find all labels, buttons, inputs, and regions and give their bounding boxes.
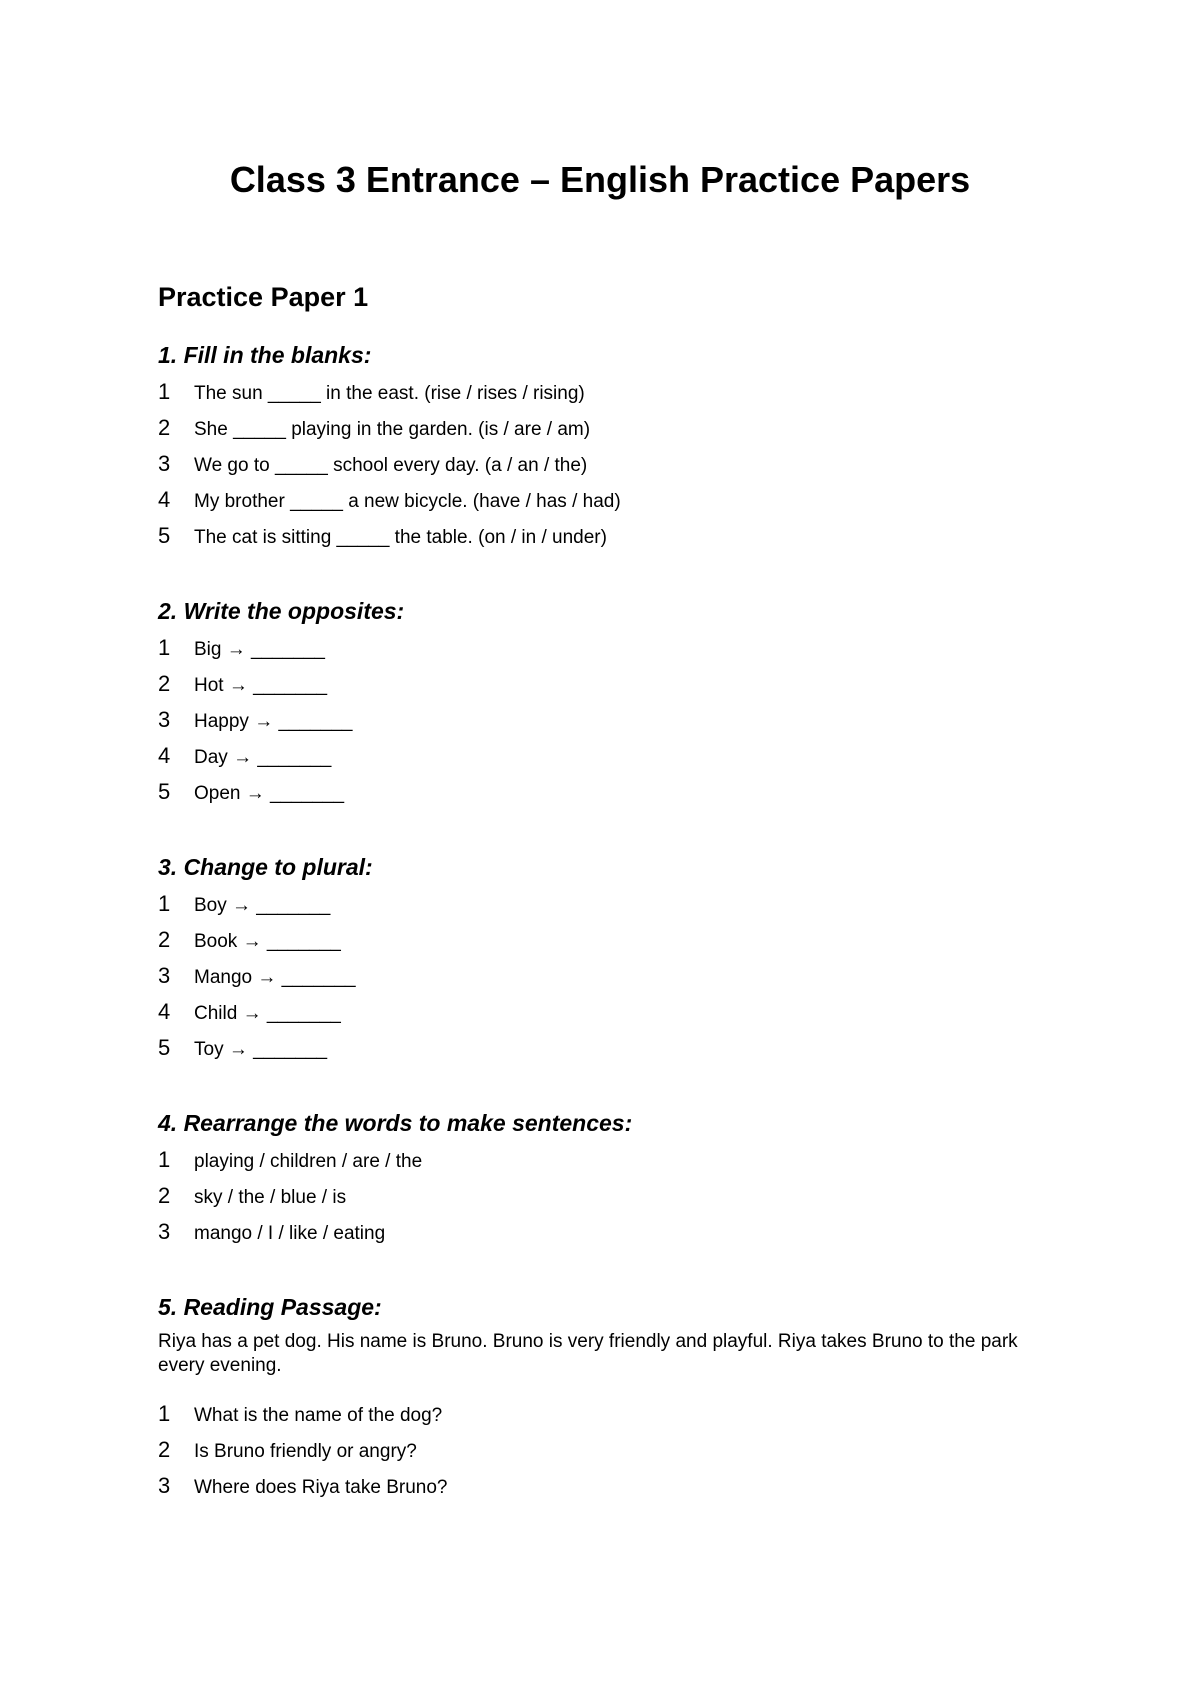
item-text: Child → _______ bbox=[194, 1003, 341, 1024]
item-number: 2 bbox=[158, 927, 171, 952]
item-text: What is the name of the dog? bbox=[194, 1405, 443, 1426]
item-text: Toy → _______ bbox=[194, 1039, 328, 1060]
item-number: 2 bbox=[158, 1437, 171, 1462]
item-number: 2 bbox=[158, 1183, 171, 1208]
item-text: She _____ playing in the garden. (is / are / am) bbox=[194, 419, 591, 440]
list-item bbox=[158, 378, 1038, 414]
list-item bbox=[158, 998, 1038, 1034]
paper-title: Practice Paper 1 bbox=[158, 282, 369, 312]
item-number: 1 bbox=[158, 379, 171, 404]
list-item bbox=[158, 1472, 1038, 1508]
section-heading: 2. Write the opposites: bbox=[158, 598, 405, 624]
section-heading: 5. Reading Passage: bbox=[158, 1294, 382, 1320]
list-item bbox=[158, 706, 1038, 742]
item-text: The sun _____ in the east. (rise / rises / rising) bbox=[194, 383, 585, 404]
item-text: Day → _______ bbox=[194, 747, 332, 768]
section-rearrange bbox=[158, 1108, 1038, 1254]
list-item bbox=[158, 1034, 1038, 1070]
list-item bbox=[158, 1218, 1038, 1254]
item-number: 5 bbox=[158, 779, 171, 804]
item-text: Hot → _______ bbox=[194, 675, 328, 696]
item-text: Happy → _______ bbox=[194, 711, 353, 732]
list-item bbox=[158, 670, 1038, 706]
list-item bbox=[158, 414, 1038, 450]
list-item bbox=[158, 1182, 1038, 1218]
list-item bbox=[158, 890, 1038, 926]
item-text: Is Bruno friendly or angry? bbox=[194, 1441, 417, 1462]
list-item bbox=[158, 962, 1038, 998]
item-text: playing / children / are / the bbox=[194, 1151, 423, 1172]
section-fill-blanks bbox=[158, 340, 1038, 558]
section-plural bbox=[158, 852, 1038, 1070]
item-number: 2 bbox=[158, 415, 171, 440]
list-item bbox=[158, 634, 1038, 670]
item-text: sky / the / blue / is bbox=[194, 1187, 347, 1208]
section-heading: 3. Change to plural: bbox=[158, 854, 373, 880]
list-item bbox=[158, 450, 1038, 486]
item-number: 4 bbox=[158, 743, 171, 768]
item-number: 2 bbox=[158, 671, 171, 696]
section-heading: 1. Fill in the blanks: bbox=[158, 342, 372, 368]
item-number: 1 bbox=[158, 1147, 171, 1172]
item-number: 5 bbox=[158, 1035, 171, 1060]
item-number: 4 bbox=[158, 487, 171, 512]
item-text: Open → _______ bbox=[194, 783, 345, 804]
section-opposites bbox=[158, 596, 1038, 814]
item-text: The cat is sitting _____ the table. (on / in / under) bbox=[194, 527, 607, 548]
list-item bbox=[158, 1400, 1038, 1436]
item-text: Boy → _______ bbox=[194, 895, 331, 916]
document-title: Class 3 Entrance – English Practice Papers bbox=[229, 159, 971, 200]
item-number: 4 bbox=[158, 999, 171, 1024]
item-number: 3 bbox=[158, 1219, 171, 1244]
item-text: My brother _____ a new bicycle. (have / has / had) bbox=[194, 491, 621, 512]
list-item bbox=[158, 742, 1038, 778]
item-number: 1 bbox=[158, 635, 171, 660]
reading-passage-text: Riya has a pet dog. His name is Bruno. Bruno is very friendly and playful. Riya takes Bruno to the park every evening. bbox=[158, 1331, 1018, 1376]
item-text: Where does Riya take Bruno? bbox=[194, 1477, 448, 1498]
item-number: 1 bbox=[158, 1401, 171, 1426]
list-item bbox=[158, 926, 1038, 962]
section-reading-passage bbox=[158, 1292, 1038, 1508]
list-item bbox=[158, 522, 1038, 558]
item-text: We go to _____ school every day. (a / an / the) bbox=[194, 455, 588, 476]
section-heading: 4. Rearrange the words to make sentences: bbox=[158, 1110, 633, 1136]
list-item bbox=[158, 1436, 1038, 1472]
list-item bbox=[158, 778, 1038, 814]
item-text: Book → _______ bbox=[194, 931, 341, 952]
item-number: 3 bbox=[158, 1473, 171, 1498]
item-number: 3 bbox=[158, 451, 171, 476]
item-number: 3 bbox=[158, 707, 171, 732]
item-number: 3 bbox=[158, 963, 171, 988]
item-text: mango / I / like / eating bbox=[194, 1223, 386, 1244]
list-item bbox=[158, 486, 1038, 522]
item-text: Mango → _______ bbox=[194, 967, 356, 988]
item-number: 5 bbox=[158, 523, 171, 548]
item-number: 1 bbox=[158, 891, 171, 916]
list-item bbox=[158, 1146, 1038, 1182]
item-text: Big → _______ bbox=[194, 639, 325, 660]
